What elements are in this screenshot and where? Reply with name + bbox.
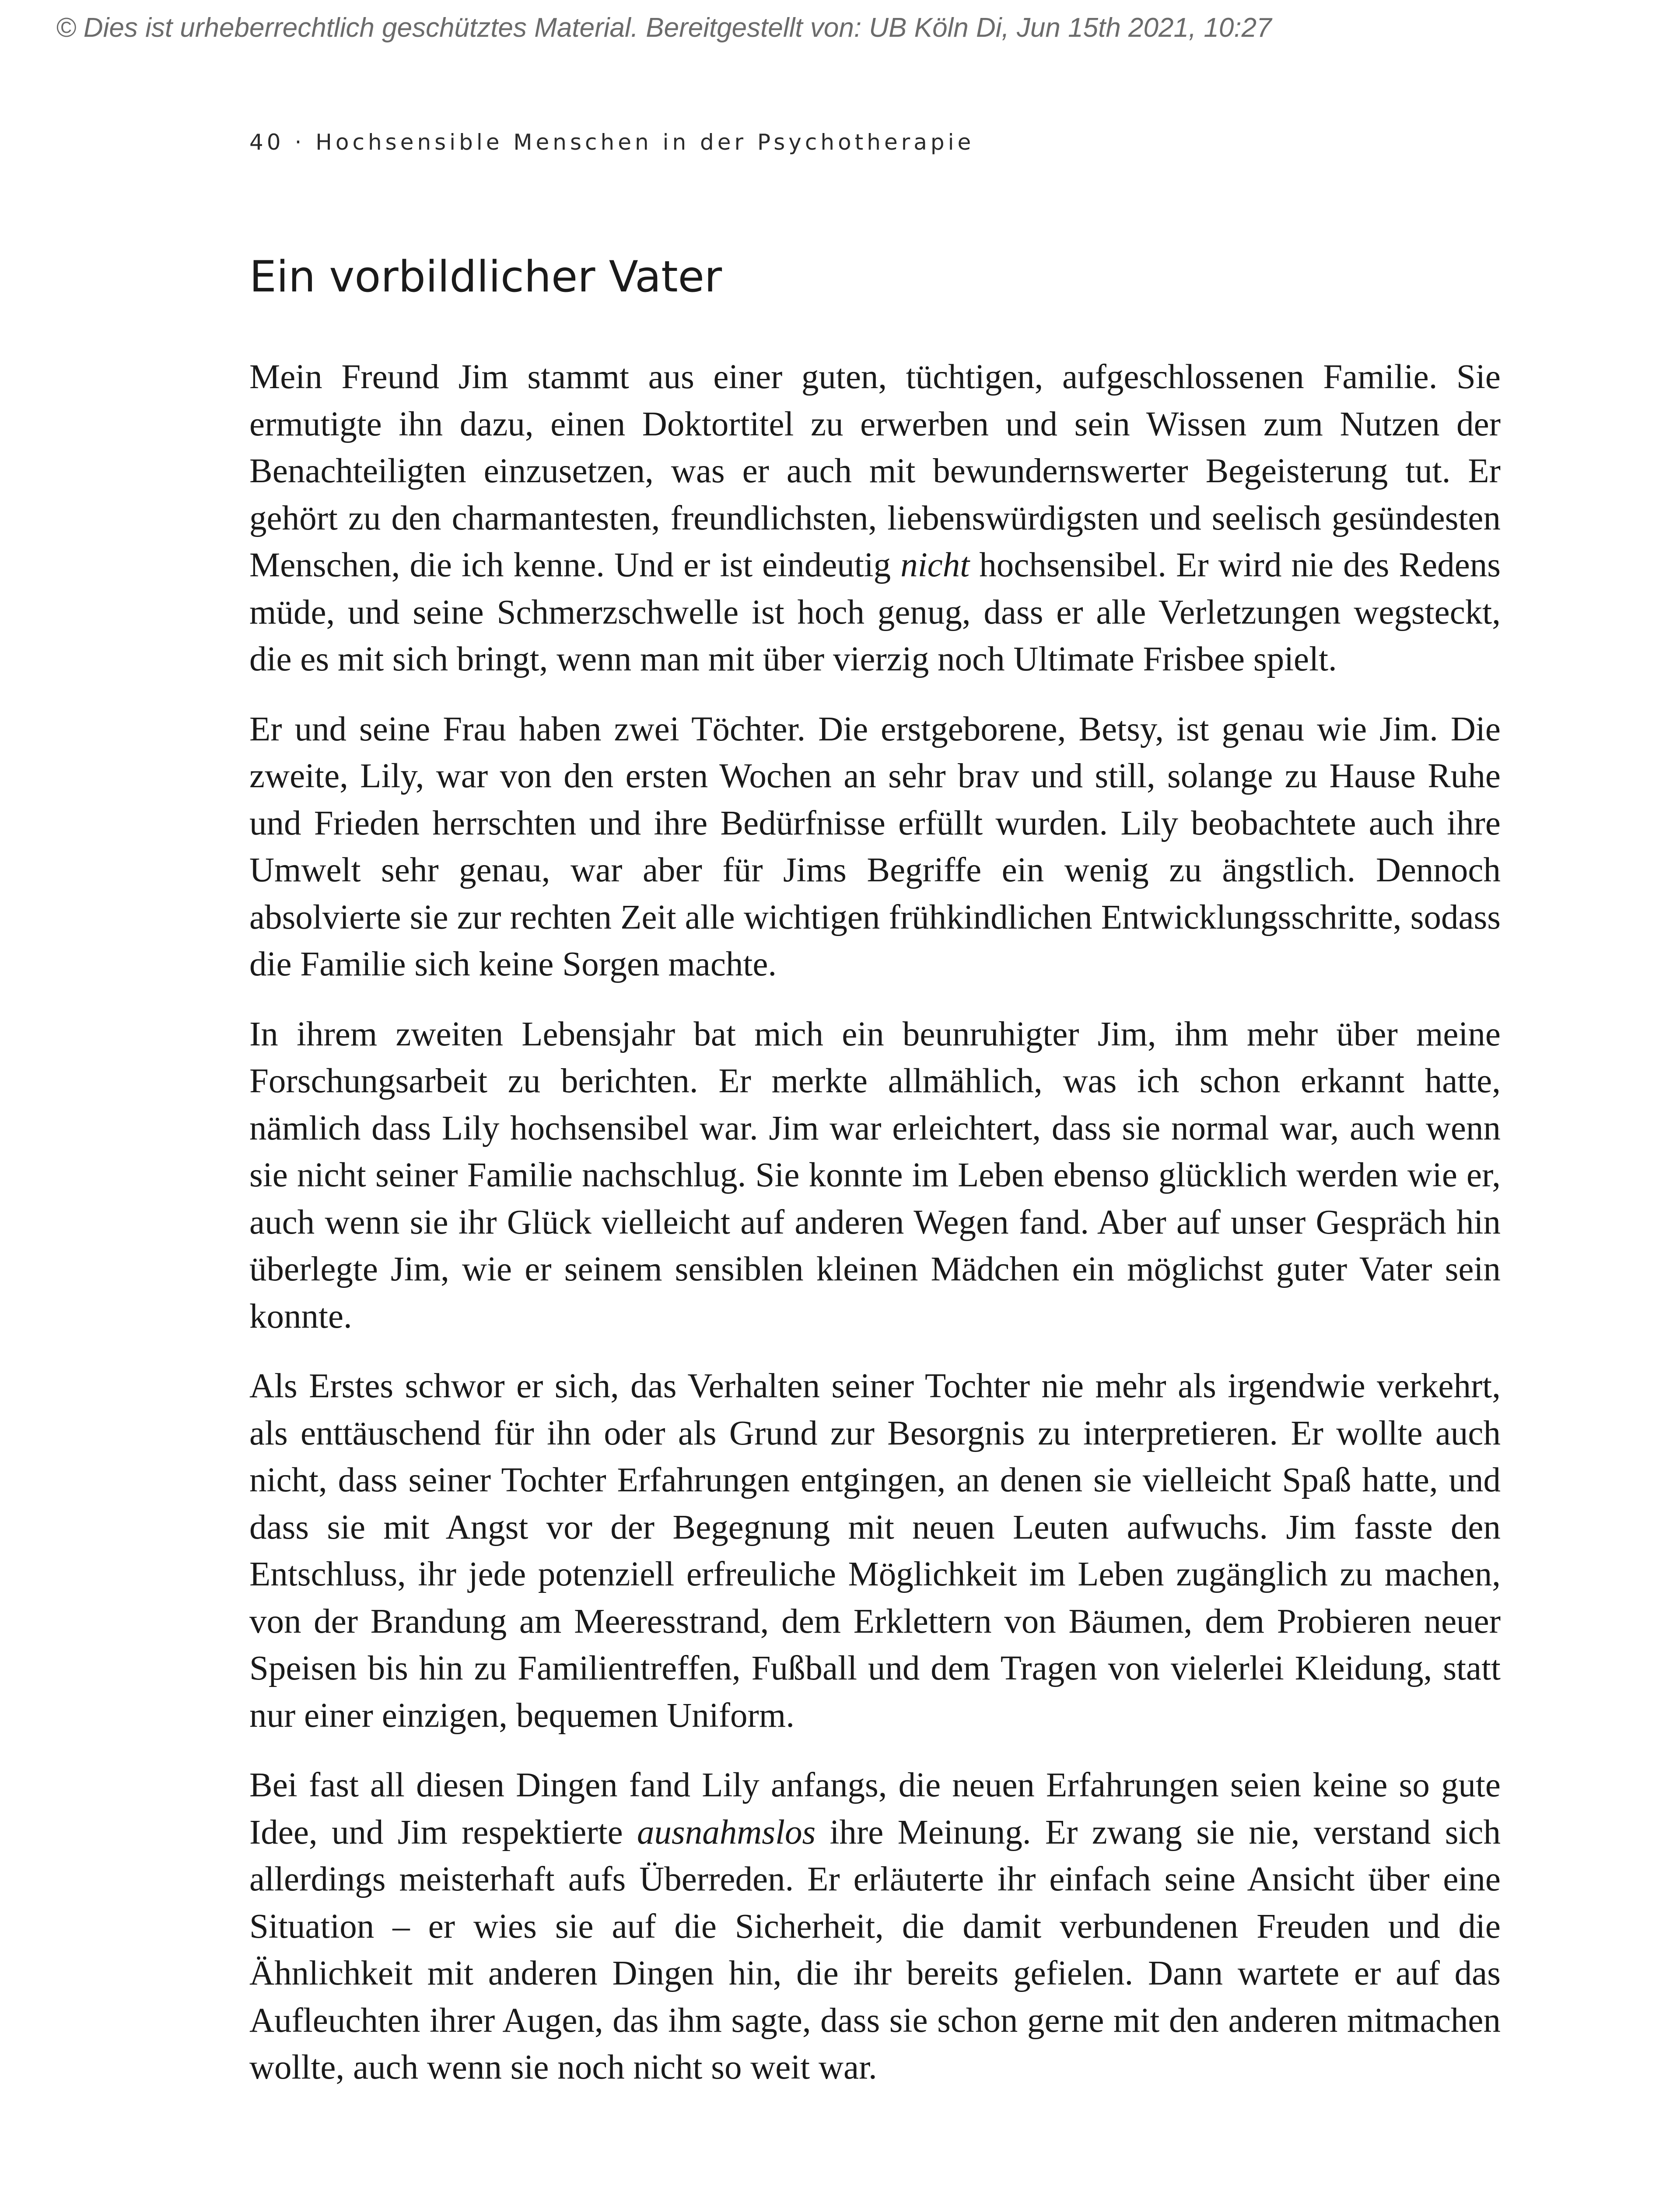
paragraph-1-text-after: hochsensibel. Er wird nie des Redens müde, und seine Schmerzschwelle ist hoch genug, dass er alle Verletzungen wegsteckt, die es mit sich bringt, wenn man mit über vierzig noch Ultimate Frisbee spielt. <box>249 546 1501 678</box>
emphasis-ausnahmslos: ausnahmslos <box>637 1813 816 1851</box>
paragraph-1 <box>249 354 1501 683</box>
running-head: 40 · Hochsensible Menschen in der Psychotherapie <box>249 130 975 155</box>
paragraph-2: Er und seine Frau haben zwei Töchter. Die erstgeborene, Betsy, ist genau wie Jim. Die zweite, Lily, war von den ersten Wochen an sehr brav und still, solange zu Hause Ruhe und Frieden herrschten und ihre Bedürfnisse erfüllt wurden. Lily beobachtete auch ihre Umwelt sehr genau, war aber für Jims Begriffe ein wenig zu ängstlich. Dennoch absolvierte sie zur rechten Zeit alle wichtigen frühkindlichen Entwicklungsschritte, sodass die Familie sich keine Sorgen machte. <box>249 710 1501 983</box>
paragraph-5 <box>249 1762 1501 2091</box>
paragraph-4: Als Erstes schwor er sich, das Verhalten seiner Tochter nie mehr als irgendwie verkehrt, als enttäuschend für ihn oder als Grund zur Besorgnis zu interpretieren. Er wollte auch nicht, dass seiner Tochter Erfahrungen entgingen, an denen sie vielleicht Spaß hatte, und dass sie mit Angst vor der Begegnung mit neuen Leuten aufwuchs. Jim fasste den Entschluss, ihr jede potenziell erfreuliche Möglichkeit im Leben zugänglich zu machen, von der Brandung am Meeresstrand, dem Erklettern von Bäumen, dem Probieren neuer Speisen bis hin zu Familientreffen, Fußball und dem Tragen von vielerlei Kleidung, statt nur einer einzigen, bequemen Uniform. <box>249 1367 1501 1735</box>
paragraph-5-text-after: ihre Meinung. Er zwang sie nie, verstand sich allerdings meisterhaft aufs Überreden. Er erläuterte ihr einfach seine Ansicht über eine Situation – er wies sie auf die Sicherheit, die damit verbundenen Freuden und die Ähnlichkeit mit anderen Dingen hin, die ihr bereits gefielen. Dann wartete er auf das Aufleuchten ihrer Augen, das ihm sagte, dass sie schon gerne mit den anderen mitmachen wollte, auch wenn sie noch nicht so weit war. <box>249 1813 1501 2086</box>
section-title: Ein vorbildlicher Vater <box>249 252 722 302</box>
copyright-notice: © Dies ist urheberrechtlich geschütztes Material. Bereitgestellt von: UB Köln Di, Jun 15th 2021, 10:27 <box>56 13 1272 43</box>
body-text <box>249 354 1501 2114</box>
paragraph-1-text-before: Mein Freund Jim stammt aus einer guten, tüchtigen, aufgeschlossenen Familie. Sie ermutigte ihn dazu, einen Doktortitel zu erwerben und sein Wissen zum Nutzen der Benachteiligten einzusetzen, was er auch mit bewundernswerter Begeisterung tut. Er gehört zu den charmantesten, freundlichsten, liebenswürdigsten und seelisch gesündesten Menschen, die ich kenne. Und er ist eindeutig <box>249 358 1501 584</box>
emphasis-nicht: nicht <box>900 546 970 584</box>
paragraph-5-text-before: Bei fast all diesen Dingen fand Lily anfangs, die neuen Erfahrungen seien keine so gute Idee, und Jim respektierte <box>249 1766 1501 1851</box>
paragraph-3: In ihrem zweiten Lebensjahr bat mich ein beunruhigter Jim, ihm mehr über meine Forschungsarbeit zu berichten. Er merkte allmählich, was ich schon erkannt hatte, nämlich dass Lily hochsensibel war. Jim war erleichtert, dass sie normal war, auch wenn sie nicht seiner Familie nachschlug. Sie konnte im Leben ebenso glücklich werden wie er, auch wenn sie ihr Glück vielleicht auf anderen Wegen fand. Aber auf unser Gespräch hin überlegte Jim, wie er seinem sensiblen kleinen Mädchen ein möglichst guter Vater sein konnte. <box>249 1015 1501 1336</box>
